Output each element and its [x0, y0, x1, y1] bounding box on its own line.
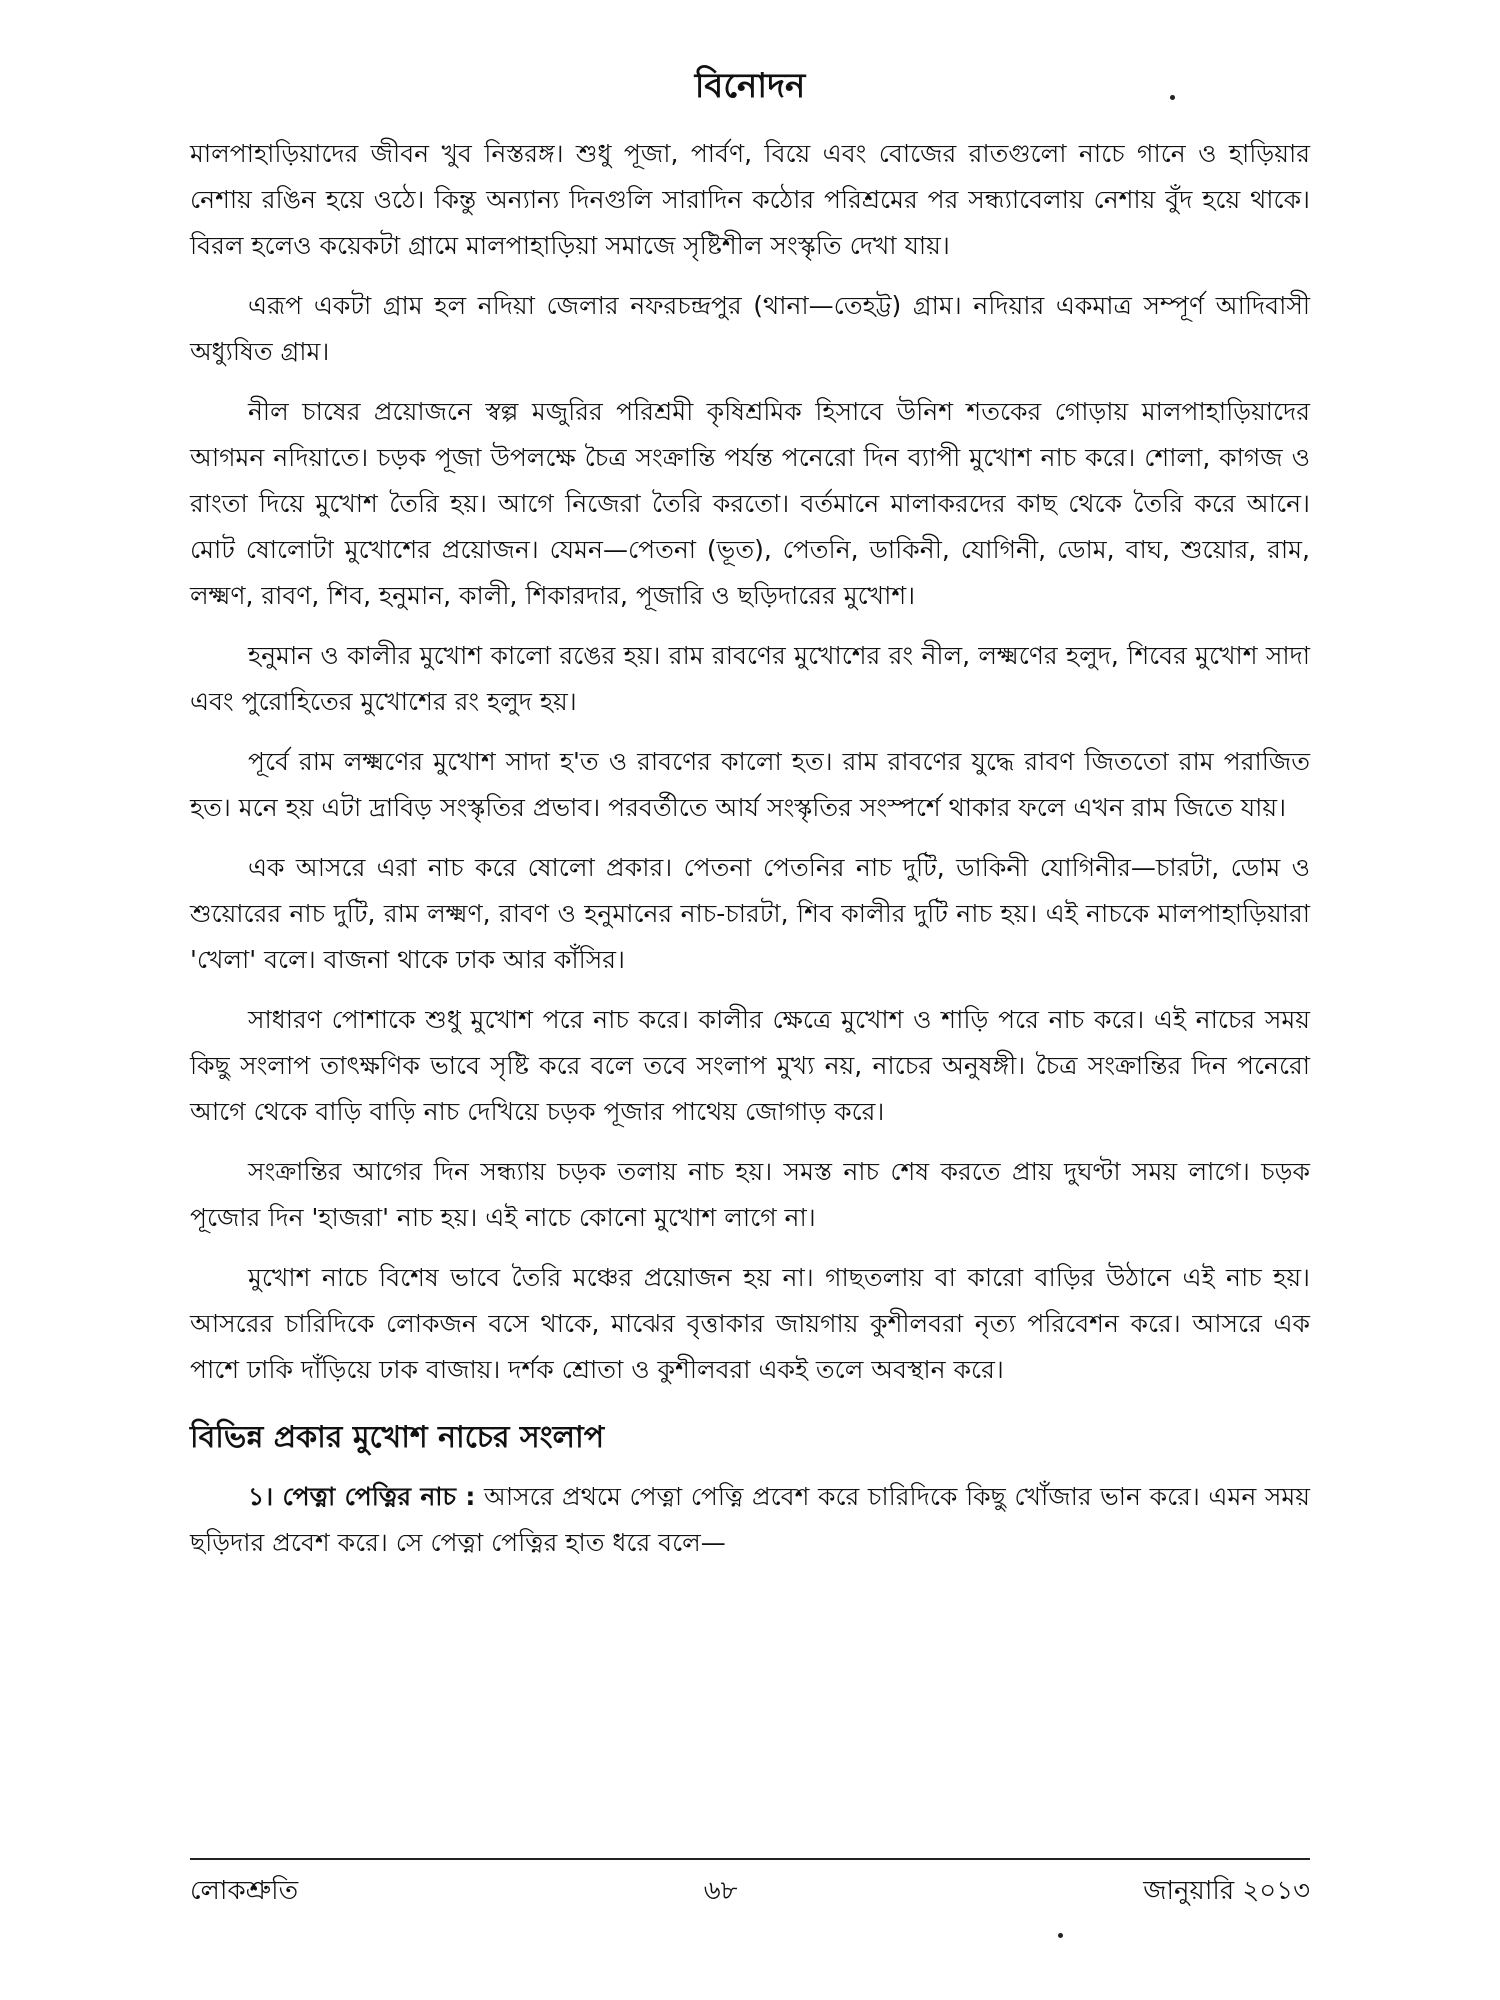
paragraph-1: মালপাহাড়িয়াদের জীবন খুব নিস্তরঙ্গ। শুধু পূজা, পার্বণ, বিয়ে এবং বোজের রাতগুলো নাচে গানে ও হাড়িয়ার নেশায় রঙিন হয়ে ওঠে। কিন্তু অন্যান্য দিনগুলি সারাদিন কঠোর পরিশ্রমের পর সন্ধ্যাবেলায় নেশায় বুঁদ হয়ে থাকে। বিরল হলেও কয়েকটা গ্রামে মালপাহাড়িয়া সমাজে সৃষ্টিশীল সংস্কৃতি দেখা যায়।: [190, 139, 1310, 260]
paragraph-3: নীল চাষের প্রয়োজনে স্বল্প মজুরির পরিশ্রমী কৃষিশ্রমিক হিসাবে উনিশ শতকের গোড়ায় মালপাহাড়িয়াদের আগমন নদিয়াতে। চড়ক পূজা উপলক্ষে চৈত্র সংক্রান্তি পর্যন্ত পনেরো দিন ব্যাপী মুখোশ নাচ করে। শোলা, কাগজ ও রাংতা দিয়ে মুখোশ তৈরি হয়। আগে নিজেরা তৈরি করতো। বর্তমানে মালাকরদের কাছ থেকে তৈরি করে আনে। মোট ষোলোটা মুখোশের প্রয়োজন। যেমন—পেতনা (ভূত), পেতনি, ডাকিনী, যোগিনী, ডোম, বাঘ, শুয়োর, রাম, লক্ষ্মণ, রাবণ, শিব, হনুমান, কালী, শিকারদার, পূজারি ও ছড়িদারের মুখোশ।: [190, 397, 1310, 610]
speck-mark: [1170, 95, 1175, 100]
section-item-1: [190, 1474, 1310, 1566]
section-item-text: আসরে প্রথমে পেত্না পেত্নি প্রবেশ করে চারিদিকে কিছু খোঁজার ভান করে। এমন সময় ছড়িদার প্রবেশ করে। সে পেত্না পেত্নির হাত ধরে বলে—: [190, 1482, 1310, 1557]
footer-page-number: ৬৮: [703, 1876, 738, 1906]
page-title: বিনোদন: [694, 66, 806, 106]
paragraph-8: সংক্রান্তির আগের দিন সন্ধ্যায় চড়ক তলায় নাচ হয়। সমস্ত নাচ শেষ করতে প্রায় দুঘণ্টা সময় লাগে। চড়ক পূজোর দিন 'হাজরা' নাচ হয়। এই নাচে কোনো মুখোশ লাগে না।: [190, 1157, 1310, 1232]
page-footer: [190, 1858, 1310, 1914]
document-page: [190, 60, 1310, 1960]
paragraph-4: হনুমান ও কালীর মুখোশ কালো রঙের হয়। রাম রাবণের মুখোশের রং নীল, লক্ষ্মণের হলুদ, শিবের মুখোশ সাদা এবং পুরোহিতের মুখোশের রং হলুদ হয়।: [190, 641, 1310, 716]
footer-date: জানুয়ারি ২০১৩: [1143, 1876, 1310, 1906]
section-heading: বিভিন্ন প্রকার মুখোশ নাচের সংলাপ: [190, 1420, 605, 1455]
paragraph-7: সাধারণ পোশাকে শুধু মুখোশ পরে নাচ করে। কালীর ক্ষেত্রে মুখোশ ও শাড়ি পরে নাচ করে। এই নাচের সময় কিছু সংলাপ তাৎক্ষণিক ভাবে সৃষ্টি করে বলে তবে সংলাপ মুখ্য নয়, নাচের অনুষঙ্গী। চৈত্র সংক্রান্তির দিন পনেরো আগে থেকে বাড়ি বাড়ি নাচ দেখিয়ে চড়ক পূজার পাথেয় জোগাড় করে।: [190, 1005, 1310, 1126]
paragraph-9: মুখোশ নাচে বিশেষ ভাবে তৈরি মঞ্চের প্রয়োজন হয় না। গাছতলায় বা কারো বাড়ির উঠানে এই নাচ হয়। আসরের চারিদিকে লোকজন বসে থাকে, মাঝের বৃত্তাকার জায়গায় কুশীলবরা নৃত্য পরিবেশন করে। আসরে এক পাশে ঢাকি দাঁড়িয়ে ঢাক বাজায়। দর্শক শ্রোতা ও কুশীলবরা একই তলে অবস্থান করে।: [190, 1263, 1310, 1384]
section-item-label: ১। পেত্না পেত্নির নাচ :: [248, 1482, 476, 1511]
paragraph-6: এক আসরে এরা নাচ করে ষোলো প্রকার। পেতনা পেতনির নাচ দুটি, ডাকিনী যোগিনীর—চারটা, ডোম ও শুয়োরের নাচ দুটি, রাম লক্ষ্মণ, রাবণ ও হনুমানের নাচ-চারটা, শিব কালীর দুটি নাচ হয়। এই নাচকে মালপাহাড়িয়ারা 'খেলা' বলে। বাজনা থাকে ঢাক আর কাঁসির।: [190, 853, 1310, 974]
speck-mark: [1058, 1933, 1063, 1938]
footer-journal-name: লোকশ্রুতি: [190, 1876, 299, 1906]
paragraph-5: পূর্বে রাম লক্ষ্মণের মুখোশ সাদা হ'ত ও রাবণের কালো হত। রাম রাবণের যুদ্ধে রাবণ জিততো রাম পরাজিত হত। মনে হয় এটা দ্রাবিড় সংস্কৃতির প্রভাব। পরবর্তীতে আর্য সংস্কৃতির সংস্পর্শে থাকার ফলে এখন রাম জিতে যায়।: [190, 747, 1310, 822]
paragraph-2: এরূপ একটা গ্রাম হল নদিয়া জেলার নফরচন্দ্রপুর (থানা—তেহট্ট) গ্রাম। নদিয়ার একমাত্র সম্পূর্ণ আদিবাসী অধ্যুষিত গ্রাম।: [190, 291, 1310, 366]
